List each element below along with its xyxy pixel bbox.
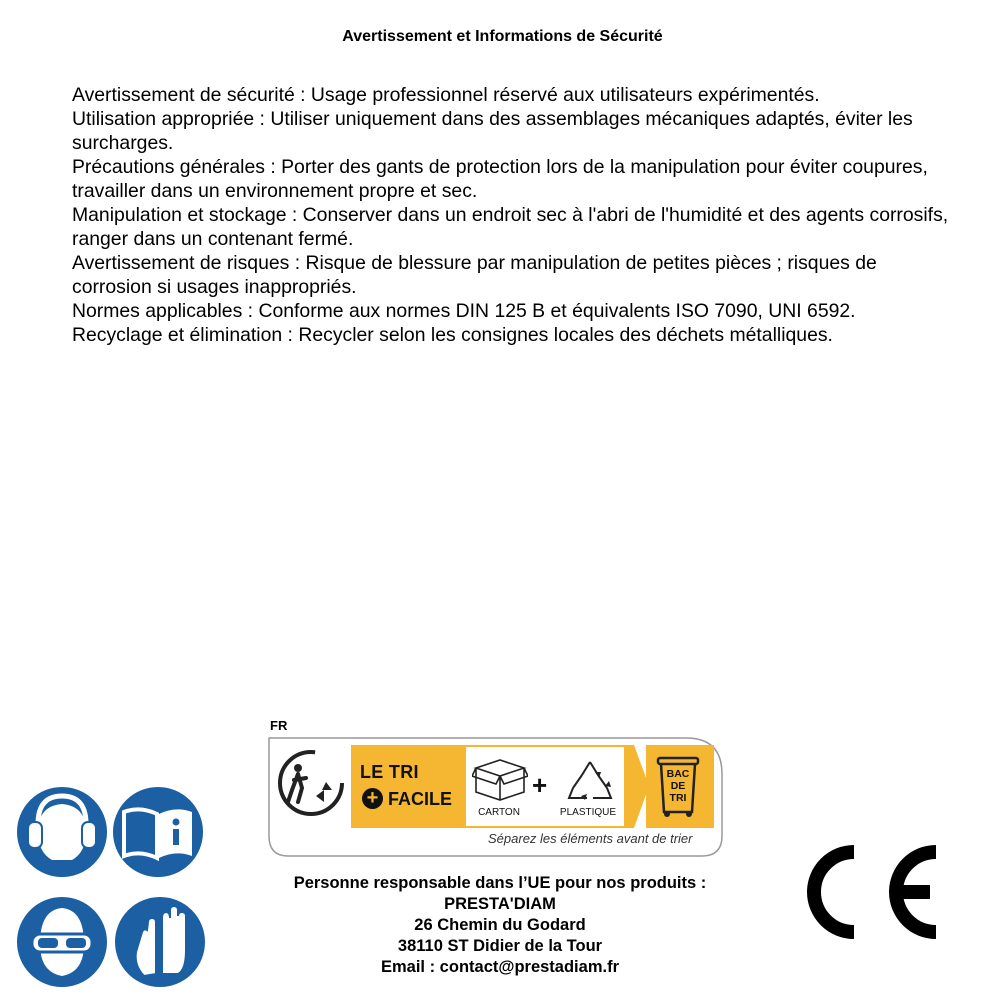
bin-label-1: BAC bbox=[666, 768, 690, 780]
safety-warning: Avertissement de sécurité : Usage professionnel réservé aux utilisateurs expérimentés. bbox=[72, 84, 820, 106]
plus-sign: + bbox=[532, 770, 548, 800]
address-street: 26 Chemin du Godard bbox=[414, 916, 586, 934]
bin-label bbox=[656, 768, 700, 804]
contact-email: Email : contact@prestadiam.fr bbox=[381, 958, 619, 976]
page-title: Avertissement et Informations de Sécurité bbox=[342, 28, 663, 45]
country-label: FR bbox=[270, 718, 288, 733]
bin-label-2: DE bbox=[670, 780, 686, 792]
handling-storage: Manipulation et stockage : Conserver dans un endroit sec à l'abri de l'humidité et des agents corrosifs, ranger dans un contenant fermé. bbox=[72, 204, 949, 250]
triman-icon bbox=[276, 748, 346, 818]
eye-protection-icon bbox=[14, 894, 110, 990]
box-icon bbox=[472, 756, 528, 802]
applicable-standards: Normes applicables : Conforme aux normes DIN 125 B et équivalents ISO 7090, UNI 6592. bbox=[72, 300, 856, 322]
recycling-disposal: Recyclage et élimination : Recycler selon les consignes locales des déchets métalliques. bbox=[72, 324, 833, 346]
ce-mark-icon bbox=[796, 840, 942, 944]
recycle-icon bbox=[565, 758, 615, 804]
proper-use: Utilisation appropriée : Utiliser uniquement dans des assemblages mécaniques adaptés, éviter les surcharges. bbox=[72, 108, 913, 154]
responsible-person-heading: Personne responsable dans l’UE pour nos produits : bbox=[293, 874, 707, 892]
le-tri-label: LE TRI bbox=[360, 762, 419, 782]
bin-label-3: TRI bbox=[669, 792, 687, 804]
responsible-person bbox=[200, 873, 800, 978]
facile-label: FACILE bbox=[388, 789, 453, 809]
gloves-icon bbox=[112, 894, 208, 990]
risk-warning: Avertissement de risques : Risque de blessure par manipulation de petites pièces ; risques de corrosion si usages inappropriés. bbox=[72, 252, 877, 298]
triman-caption: Séparez les éléments avant de trier bbox=[488, 831, 693, 846]
carton-label: CARTON bbox=[478, 807, 520, 818]
plus-icon: + bbox=[362, 788, 383, 809]
safety-text bbox=[72, 83, 952, 347]
address-city: 38110 ST Didier de la Tour bbox=[397, 937, 603, 955]
triman-logo bbox=[268, 718, 724, 858]
plastique-label: PLASTIQUE bbox=[559, 807, 617, 818]
general-precautions: Précautions générales : Porter des gants de protection lors de la manipulation pour éviter coupures, travailler dans un environnement propre et sec. bbox=[72, 156, 928, 202]
company-name: PRESTA'DIAM bbox=[444, 895, 556, 913]
safety-pictograms bbox=[14, 784, 214, 990]
ear-protection-icon bbox=[14, 784, 110, 880]
read-manual-icon bbox=[110, 784, 206, 880]
